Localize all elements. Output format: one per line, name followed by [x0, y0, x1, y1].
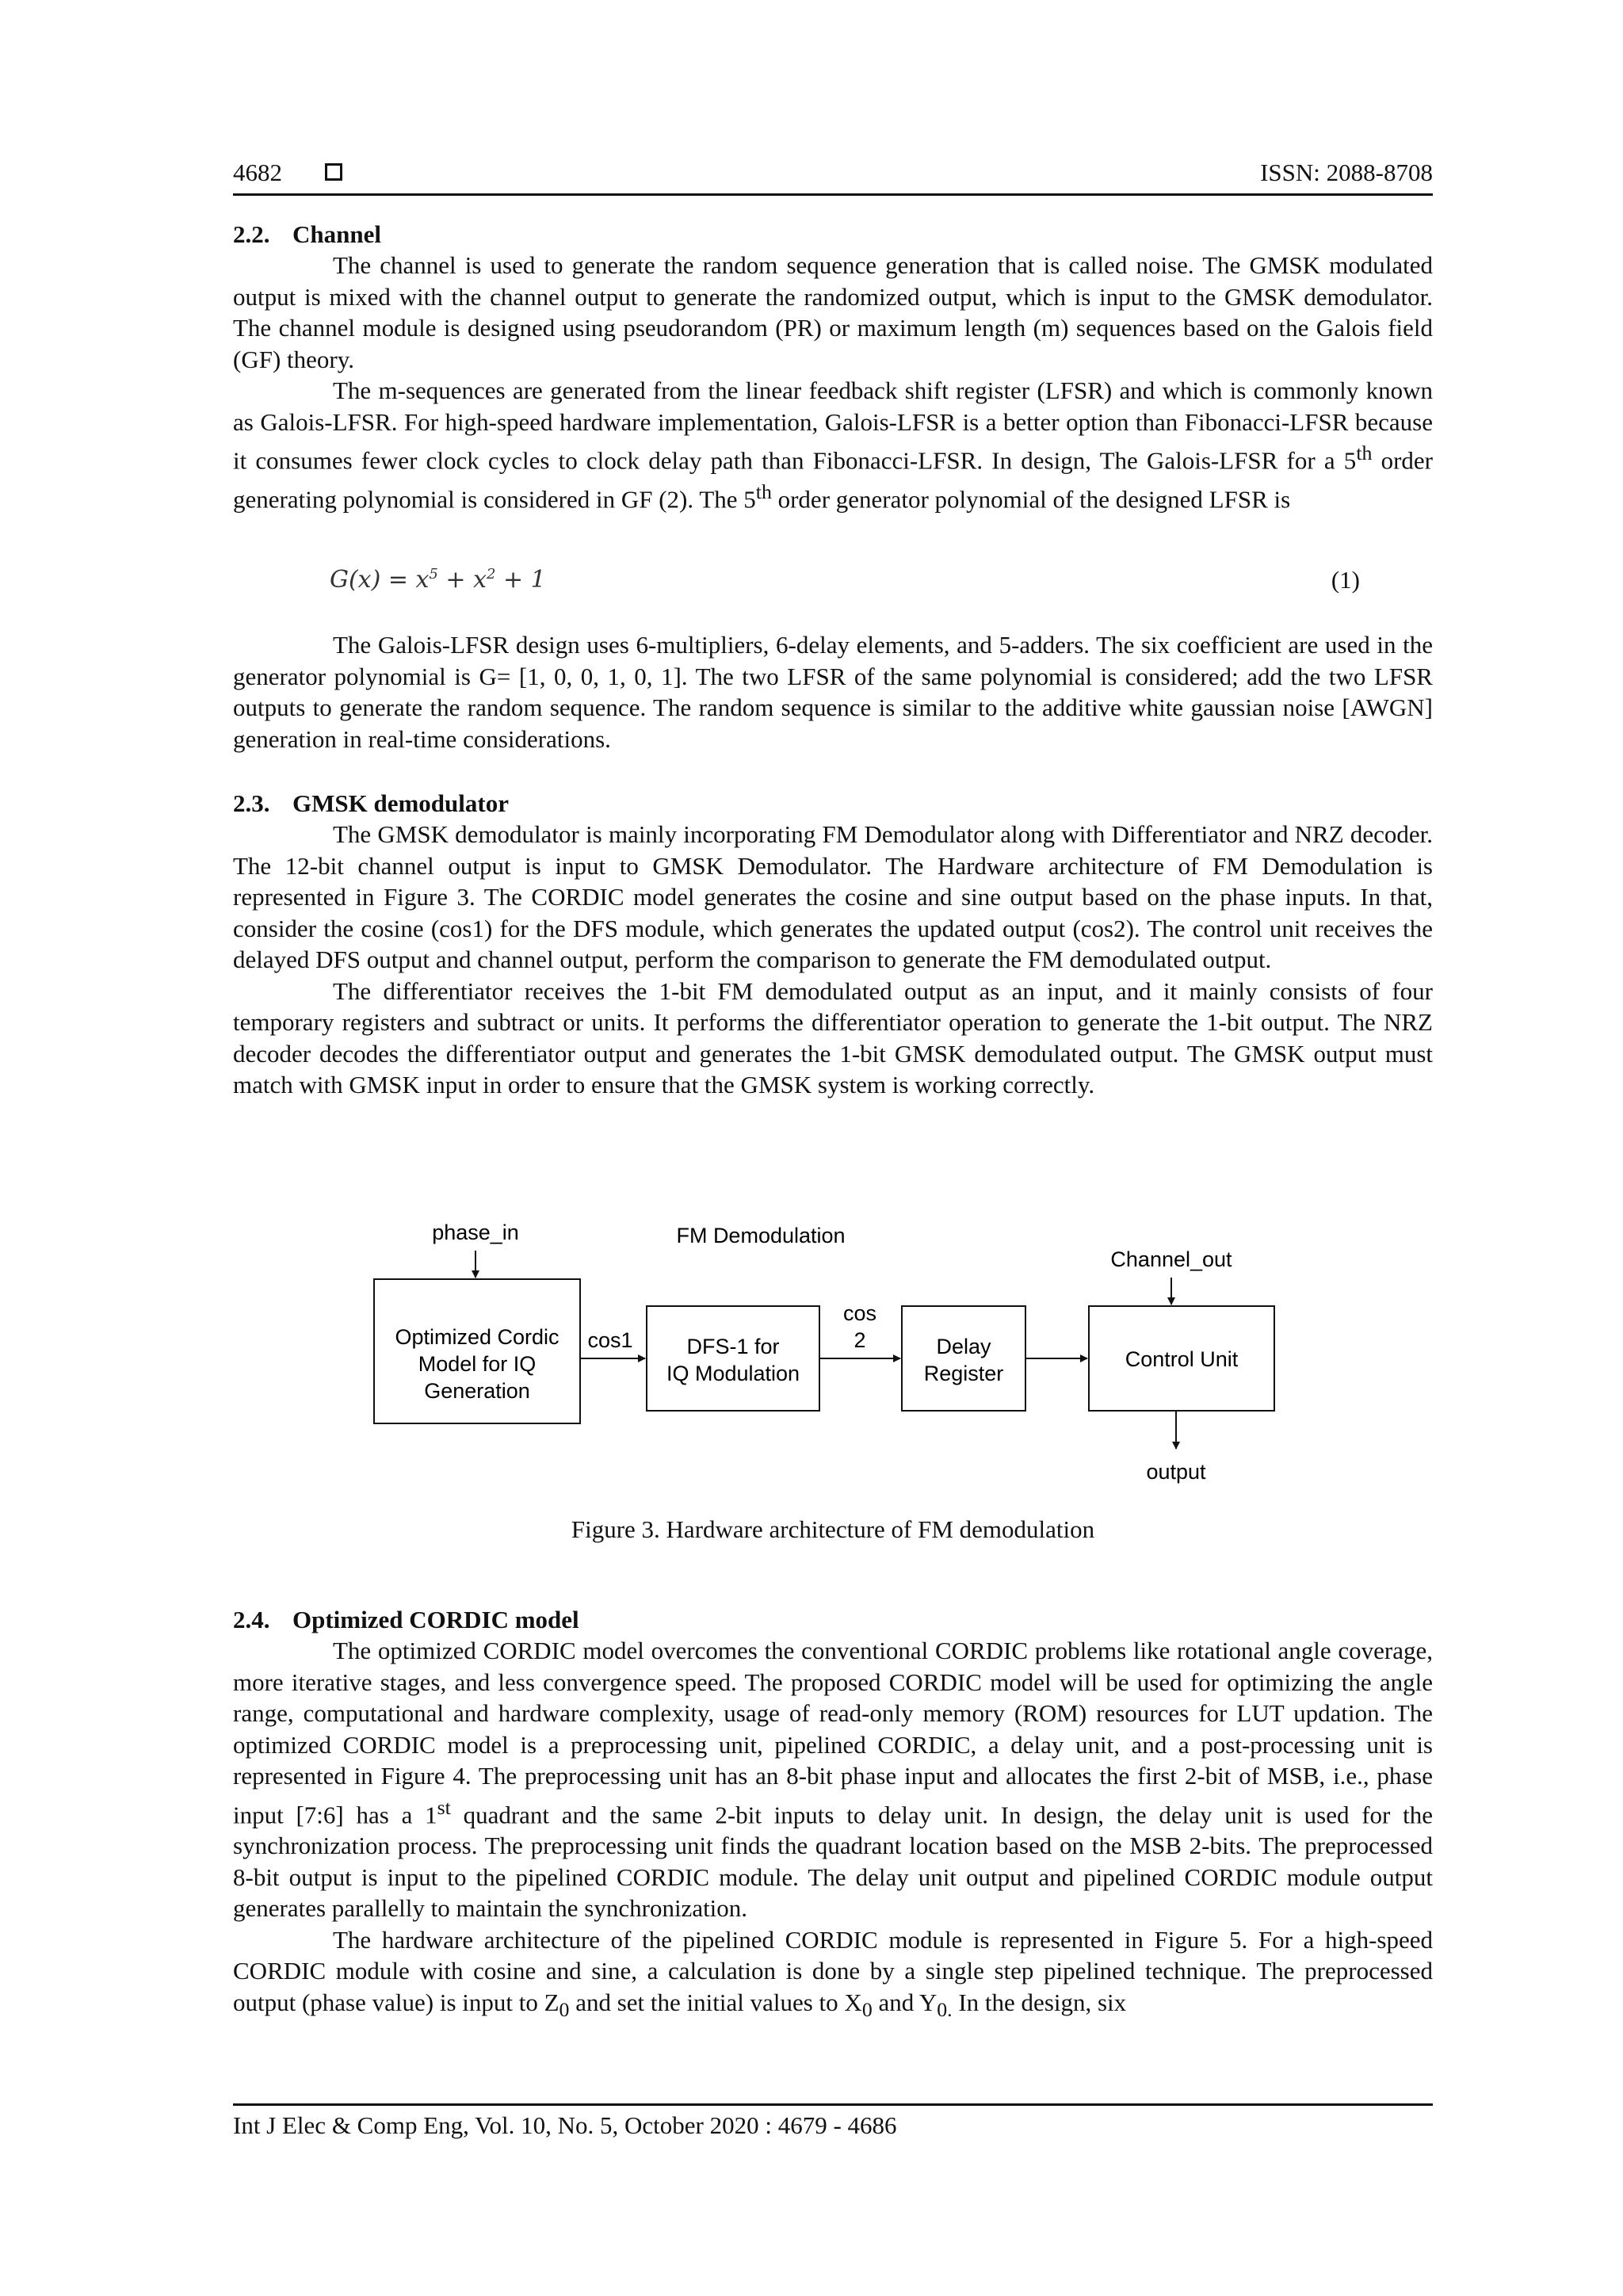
section-title: GMSK demodulator	[292, 789, 509, 817]
section-title: Channel	[292, 220, 381, 248]
figure-fm-demodulation	[365, 1213, 1316, 1498]
page-number: 4682	[233, 159, 282, 186]
signal-cos2: cos	[842, 1301, 877, 1325]
equation-number: (1)	[1331, 566, 1360, 594]
footer-citation: Int J Elec & Comp Eng, Vol. 10, No. 5, October 2020 : 4679 - 4686	[233, 2111, 897, 2139]
block-dfs	[647, 1306, 819, 1411]
block-dfs-label: DFS-1 for	[686, 1335, 780, 1358]
section-number: 2.4.	[233, 1606, 270, 1633]
header-rule	[233, 193, 1433, 196]
block-delay-label: Register	[923, 1362, 1004, 1385]
section-heading	[233, 219, 1433, 250]
paragraph: The differentiator receives the 1-bit FM demodulated output as an input, and it mainly consists of four temporary registers and subtract or units. It performs the differentiator operation to generate the 1-bit output. The NRZ decoder decodes the differentiator output and generates the 1-bit GMSK demodulated output. The GMSK output must match with GMSK input in order to ensure that the GMSK system is working correctly.	[233, 976, 1433, 1098]
block-delay-label: Delay	[936, 1335, 991, 1358]
paragraph: The optimized CORDIC model overcomes the conventional CORDIC problems like rotational angle coverage, more iterative stages, and less convergence speed. The proposed CORDIC model will be used for optimizing the angle range, computational and hardware complexity, usage of read-only memory (ROM) resources for LUT updation. The optimized CORDIC model is a preprocessing unit, pipelined CORDIC, a delay unit, and a post-processing unit is represented in Figure 4. The preprocessing unit has an 8-bit phase input and allocates the first 2-bit of MSB, i.e., phase input [7:6] has a 1st quadrant and the same 2-bit inputs to delay unit. In design, the delay unit is used for the synchronization process. The preprocessing unit finds the quadrant location based on the MSB 2-bits. The preprocessed 8-bit output is input to the pipelined CORDIC module. The delay unit output and pipelined CORDIC module output generates parallelly to maintain the synchronization.	[233, 1637, 1433, 1923]
paragraph: The hardware architecture of the pipelined CORDIC module is represented in Figure 5. For a high-speed CORDIC module with cosine and sine, a calculation is done by a single step pipelined technique. The preprocessed output (phase value) is input to $Z_0$ and set the initial values to $X_0$ and $Y_{0.}$ In the design, six	[233, 1925, 1433, 2022]
paragraph: The Galois-LFSR design uses 6-multipliers, 6-delay elements, and 5-adders. The six coefficient are used in the generator polynomial is G= [1, 0, 0, 1, 0, 1]. The two LFSR of the same polynomial is considered; add the two LFSR outputs to generate the random sequence. The random sequence is similar to the additive white gaussian noise [AWGN] generation in real-time considerations.	[233, 631, 1433, 753]
section-cordic	[233, 1604, 1433, 2026]
equation	[330, 566, 1360, 599]
label-channel-out: Channel_out	[1110, 1247, 1232, 1271]
figure-caption: Figure 3. Hardware architecture of FM demodulation	[571, 1515, 1095, 1543]
equation-formula: $G(x) = x^5 + x^2 + 1$	[330, 566, 546, 594]
section-channel	[233, 219, 1433, 515]
paragraph: The m-sequences are generated from the linear feedback shift register (LFSR) and which is commonly known as Galois-LFSR. For high-speed hardware implementation, Galois-LFSR is a better option than Fibonacci-LFSR because it consumes fewer clock cycles to clock delay path than Fibonacci-LFSR. In design, The Galois-LFSR for a 5th order generating polynomial is considered in GF (2). The 5th order generator polynomial of the designed LFSR is	[233, 376, 1434, 514]
page-header	[233, 152, 1433, 193]
section-heading	[233, 788, 1433, 819]
footer-rule	[233, 2103, 1433, 2106]
square-bullet-icon	[325, 163, 342, 181]
block-cordic-label: Generation	[424, 1379, 530, 1403]
section-channel-continued	[233, 629, 1433, 755]
section-number: 2.2.	[233, 220, 270, 248]
section-number: 2.3.	[233, 789, 270, 817]
issn: ISSN: 2088-8708	[1260, 159, 1433, 186]
label-output: output	[1146, 1460, 1206, 1484]
paragraph: The GMSK demodulator is mainly incorporating FM Demodulator along with Differentiator and NRZ decoder. The 12-bit channel output is input to GMSK Demodulator. The Hardware architecture of FM Demodulation is represented in Figure 3. The CORDIC model generates the cosine and sine output based on the phase inputs. In that, consider the cosine (cos1) for the DFS module, which generates the updated output (cos2). The control unit receives the delayed DFS output and channel output, perform the comparison to generate the FM demodulated output.	[233, 820, 1433, 973]
signal-cos1: cos1	[587, 1328, 633, 1352]
block-dfs-label: IQ Modulation	[666, 1362, 800, 1385]
block-cordic-label: Model for IQ	[418, 1352, 537, 1376]
block-cordic-label: Optimized Cordic	[395, 1325, 559, 1349]
figure-title: FM Demodulation	[676, 1224, 846, 1247]
block-control-label: Control Unit	[1125, 1347, 1239, 1371]
section-heading	[233, 1604, 1433, 1635]
section-title: Optimized CORDIC model	[292, 1606, 579, 1633]
label-phase-in: phase_in	[432, 1221, 519, 1244]
section-gmsk	[233, 788, 1433, 1101]
block-delay	[902, 1306, 1025, 1411]
signal-cos2: 2	[854, 1328, 866, 1352]
paragraph: The channel is used to generate the random sequence generation that is called noise. The GMSK modulated output is mixed with the channel output to generate the randomized output, which is input to the GMSK demodulator. The channel module is designed using pseudorandom (PR) or maximum length (m) sequences based on the Galois field (GF) theory.	[233, 251, 1433, 373]
